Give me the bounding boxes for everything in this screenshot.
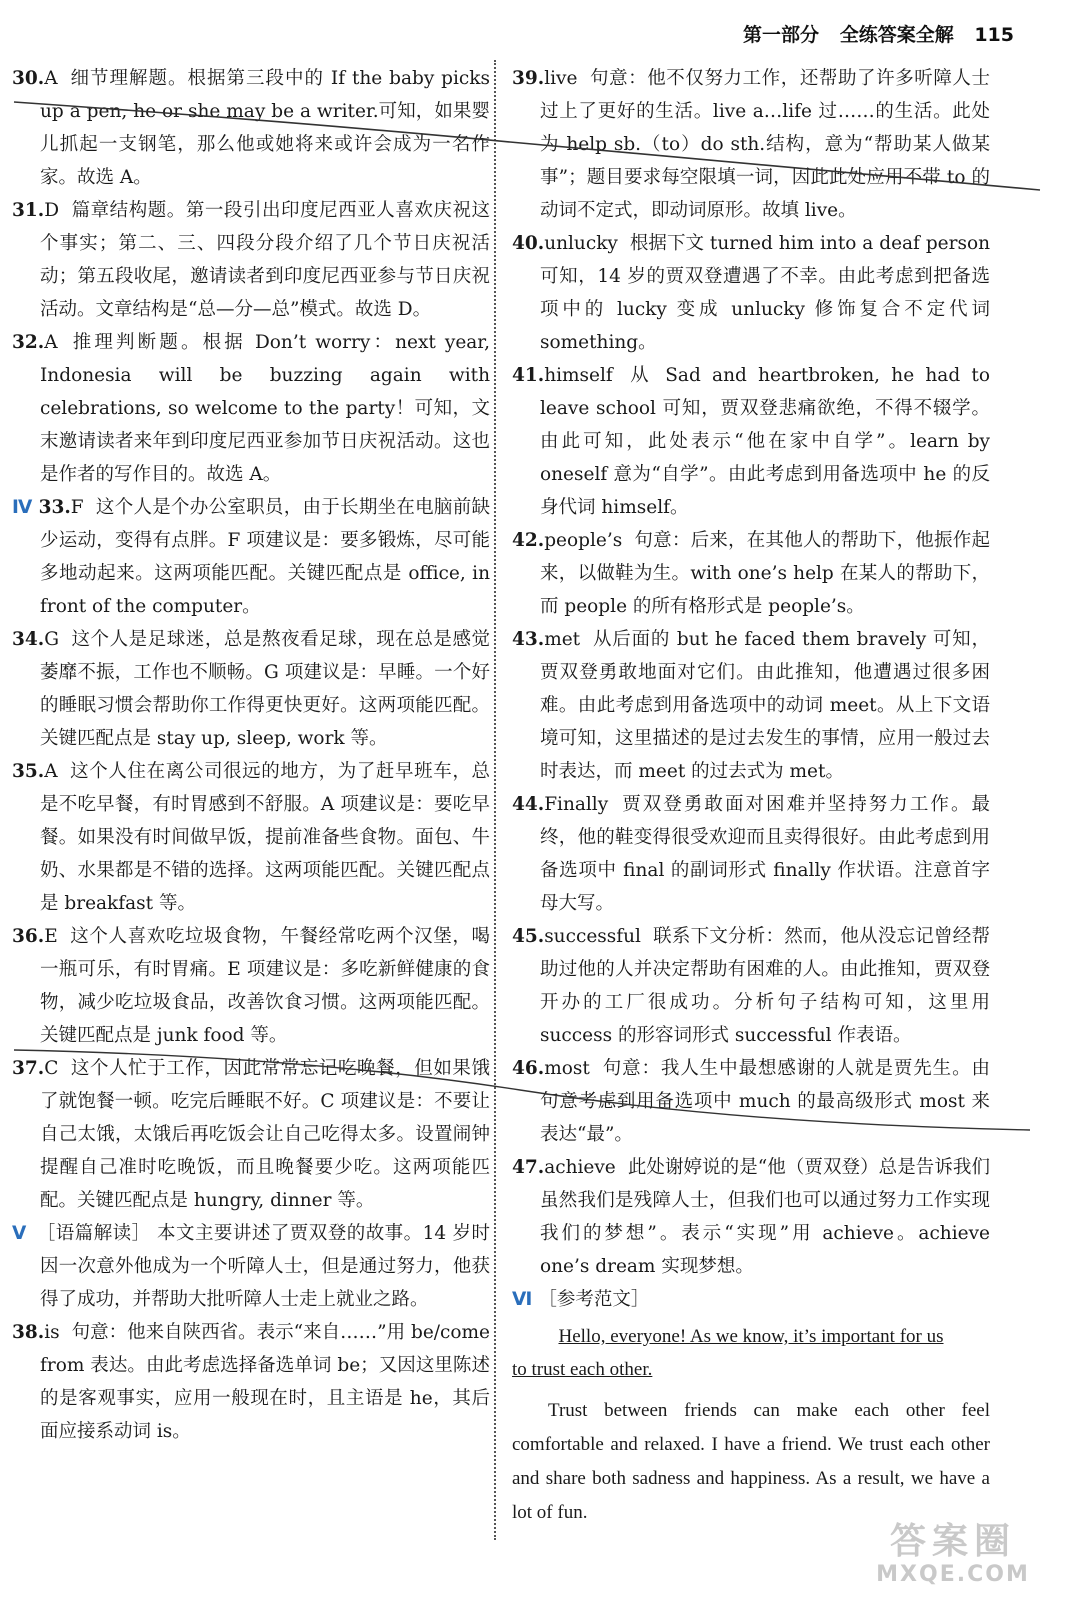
essay-title-line2-wrap — [512, 1353, 990, 1386]
item-answer: D — [44, 200, 60, 221]
answer-item-41 — [512, 359, 990, 524]
item-explanation: 从 Sad and heartbroken, he had to leave school 可知，贾双登悲痛欲绝，不得不辍学。由此可知，此处表示“他在家中自学”。learn by oneself 意为“自学”。由此考虑到用备选项中 he 的反身代词 himself。 — [540, 365, 990, 518]
item-explanation: 联系下文分析：然而，他从没忘记曾经帮助过他的人并决定帮助有困难的人。由此推知，贾双登开办的工厂很成功。分析句子结构可知，这里用 success 的形容词形式 successful 作表语。 — [540, 926, 990, 1046]
answer-item-30 — [12, 62, 490, 194]
answer-item-39 — [512, 62, 990, 227]
item-explanation: 此处谢婷说的是“他（贾双登）总是告诉我们虽然我们是残障人士，但我们也可以通过努力工作实现我们的梦想”。表示“实现”用 achieve。achieve one’s dream 实现梦想。 — [540, 1157, 990, 1277]
essay-title-line2: to trust each other. — [512, 1359, 653, 1380]
essay-paragraph: Trust between friends can make each other feel comfortable and relaxed. I have a friend. We trust each other and share both sadness and happiness. As a result, we have a lot of fun. — [512, 1400, 990, 1523]
item-answer: C — [44, 1058, 59, 1079]
answer-item-45 — [512, 920, 990, 1052]
passage-interpretation-heading: ［语篇解读］ — [36, 1223, 151, 1244]
answer-item-47 — [512, 1151, 990, 1283]
item-answer: successful — [544, 926, 641, 947]
right-column — [512, 62, 990, 1530]
item-number: 44. — [512, 794, 545, 815]
item-explanation: 这个人喜欢吃垃圾食物，午餐经常吃两个汉堡，喝一瓶可乐，有时胃痛。E 项建议是：多吃新鲜健康的食物，减少吃垃圾食品，改善饮食习惯。这两项能匹配。关键匹配点是 junk food 等。 — [40, 926, 490, 1046]
item-number: 33. — [38, 497, 71, 518]
item-number: 45. — [512, 926, 545, 947]
item-explanation: 推理判断题。根据 Don’t worry：next year, Indonesia will be buzzing again with celebrations, so welcome to the party！可知，文末邀请读者来年到印度尼西亚参加节日庆祝活动。这也是作者的写作目的。故选 A。 — [40, 332, 490, 485]
page-number: 115 — [974, 24, 1014, 46]
site-watermark — [858, 1522, 1048, 1592]
item-explanation: 这个人住在离公司很远的地方，为了赶早班车，总是不吃早餐，有时胃感到不舒服。A 项建议是：要吃早餐。如果没有时间做早饭，提前准备些食物。面包、牛奶、水果都是不错的选择。这两项能匹配。关键匹配点是 breakfast 等。 — [40, 761, 490, 914]
item-answer: F — [70, 497, 84, 518]
answer-item-31 — [12, 194, 490, 326]
answer-item-33 — [12, 491, 490, 623]
item-number: 37. — [12, 1058, 45, 1079]
item-number: 38. — [12, 1322, 45, 1343]
item-answer: people’s — [544, 530, 623, 551]
item-answer: most — [544, 1058, 590, 1079]
model-essay-label: ［参考范文］ — [538, 1289, 650, 1310]
watermark-cn: 答案圈 — [889, 1521, 1016, 1562]
item-answer: E — [44, 926, 58, 947]
item-explanation: 句意：后来，在其他人的帮助下，他振作起来，以做鞋为生。with one’s help 在某人的帮助下，而 people 的所有格形式是 people’s。 — [540, 530, 990, 617]
passage-interpretation — [12, 1217, 490, 1316]
item-answer: G — [44, 629, 59, 650]
item-explanation: 句意：我人生中最想感谢的人就是贾先生。由句意考虑到用备选项中 much 的最高级形式 most 来表达“最”。 — [540, 1058, 990, 1145]
item-explanation: 细节理解题。根据第三段中的 If the baby picks up a pen, he or she may be a writer.可知，如果婴儿抓起一支钢笔，那么他或她将来或许会成为一名作家。故选 A。 — [40, 68, 490, 188]
item-answer: A — [44, 761, 58, 782]
answer-item-37 — [12, 1052, 490, 1217]
section-mark-v: Ⅴ — [12, 1223, 27, 1244]
passage-interpretation-text: 本文主要讲述了贾双登的故事。14 岁时因一次意外他成为一个听障人士，但是通过努力，他获得了成功，并帮助大批听障人士走上就业之路。 — [40, 1223, 490, 1310]
item-number: 30. — [12, 68, 45, 89]
answer-item-40 — [512, 227, 990, 359]
item-number: 40. — [512, 233, 545, 254]
item-number: 32. — [12, 332, 45, 353]
item-answer: met — [544, 629, 581, 650]
item-explanation: 从后面的 but he faced them bravely 可知，贾双登勇敢地面对它们。由此推知，他遭遇过很多困难。由此考虑到用备选项中的动词 meet。从上下文语境可知，这里描述的是过去发生的事情，应用一般过去时表达，而 meet 的过去式为 met。 — [540, 629, 990, 782]
item-answer: unlucky — [544, 233, 618, 254]
item-explanation: 句意：他不仅努力工作，还帮助了许多听障人士过上了更好的生活。live a…life 过……的生活。此处为 help sb.（to）do sth.结构，意为“帮助某人做某事”；题目要求每空限填一词，因此此处应用不带 to 的动词不定式，即动词原形。故填 live。 — [540, 68, 990, 221]
section-mark-iv: Ⅳ — [12, 497, 33, 518]
essay-title — [512, 1320, 990, 1353]
answer-item-43 — [512, 623, 990, 788]
header-title: 全练答案全解 — [839, 24, 954, 46]
watermark-url: MXQE.COM — [876, 1562, 1030, 1587]
item-answer: himself — [544, 365, 613, 386]
item-number: 31. — [12, 200, 45, 221]
item-explanation: 贾双登勇敢面对困难并坚持努力工作。最终，他的鞋变得很受欢迎而且卖得很好。由此考虑到用备选项中 final 的副词形式 finally 作状语。注意首字母大写。 — [540, 794, 990, 914]
item-explanation: 根据下文 turned him into a deaf person 可知，14 岁的贾双登遭遇了不幸。由此考虑到把备选项中的 lucky 变成 unlucky 修饰复合不定代词 something。 — [540, 233, 990, 353]
item-answer: A — [44, 68, 58, 89]
answer-item-32 — [12, 326, 490, 491]
item-explanation: 这个人是足球迷，总是熬夜看足球，现在总是感觉萎靡不振，工作也不顺畅。G 项建议是：早睡。一个好的睡眠习惯会帮助你工作得更快更好。这两项能匹配。关键匹配点是 stay up, sleep, work 等。 — [40, 629, 490, 749]
item-explanation: 句意：他来自陕西省。表示“来自……”用 be/come from 表达。由此考虑选择备选单词 be；又因这里陈述的是客观事实，应用一般现在时，且主语是 he，其后面应接系动词 is。 — [40, 1322, 490, 1442]
model-essay-heading — [512, 1283, 990, 1316]
answer-item-36 — [12, 920, 490, 1052]
answer-item-42 — [512, 524, 990, 623]
item-number: 47. — [512, 1157, 545, 1178]
page-header — [743, 20, 1014, 47]
item-explanation: 这个人是个办公室职员，由于长期坐在电脑前缺少运动，变得有点胖。F 项建议是：要多锻炼，尽可能多地动起来。这两项能匹配。关键匹配点是 office, in front of the computer。 — [40, 497, 490, 617]
answer-item-34 — [12, 623, 490, 755]
item-number: 36. — [12, 926, 45, 947]
left-column — [12, 62, 490, 1448]
item-number: 34. — [12, 629, 45, 650]
item-number: 41. — [512, 365, 545, 386]
item-answer: live — [544, 68, 578, 89]
item-answer: A — [44, 332, 58, 353]
item-explanation: 这个人忙于工作，因此常常忘记吃晚餐，但如果饿了就饱餐一顿。吃完后睡眠不好。C 项建议是：不要让自己太饿，太饿后再吃饭会让自己吃得太多。设置闹钟提醒自己准时吃晚饭，而且晚餐要少吃。这两项能匹配。关键匹配点是 hungry, dinner 等。 — [40, 1058, 490, 1211]
answer-item-35 — [12, 755, 490, 920]
item-answer: achieve — [544, 1157, 616, 1178]
item-number: 43. — [512, 629, 545, 650]
answer-item-46 — [512, 1052, 990, 1151]
section-mark-vi: Ⅵ — [512, 1289, 533, 1310]
item-explanation: 篇章结构题。第一段引出印度尼西亚人喜欢庆祝这个事实；第二、三、四段分段介绍了几个节日庆祝活动；第五段收尾，邀请读者到印度尼西亚参与节日庆祝活动。文章结构是“总—分—总”模式。故选 D。 — [40, 200, 490, 320]
essay-title-line1: Hello, everyone! As we know, it’s important for us — [558, 1326, 944, 1347]
item-answer: is — [44, 1322, 60, 1343]
column-divider — [494, 60, 496, 1540]
item-number: 35. — [12, 761, 45, 782]
header-part: 第一部分 — [743, 24, 820, 46]
item-number: 39. — [512, 68, 545, 89]
item-number: 46. — [512, 1058, 545, 1079]
item-answer: Finally — [544, 794, 609, 815]
item-number: 42. — [512, 530, 545, 551]
answer-item-38 — [12, 1316, 490, 1448]
answer-item-44 — [512, 788, 990, 920]
